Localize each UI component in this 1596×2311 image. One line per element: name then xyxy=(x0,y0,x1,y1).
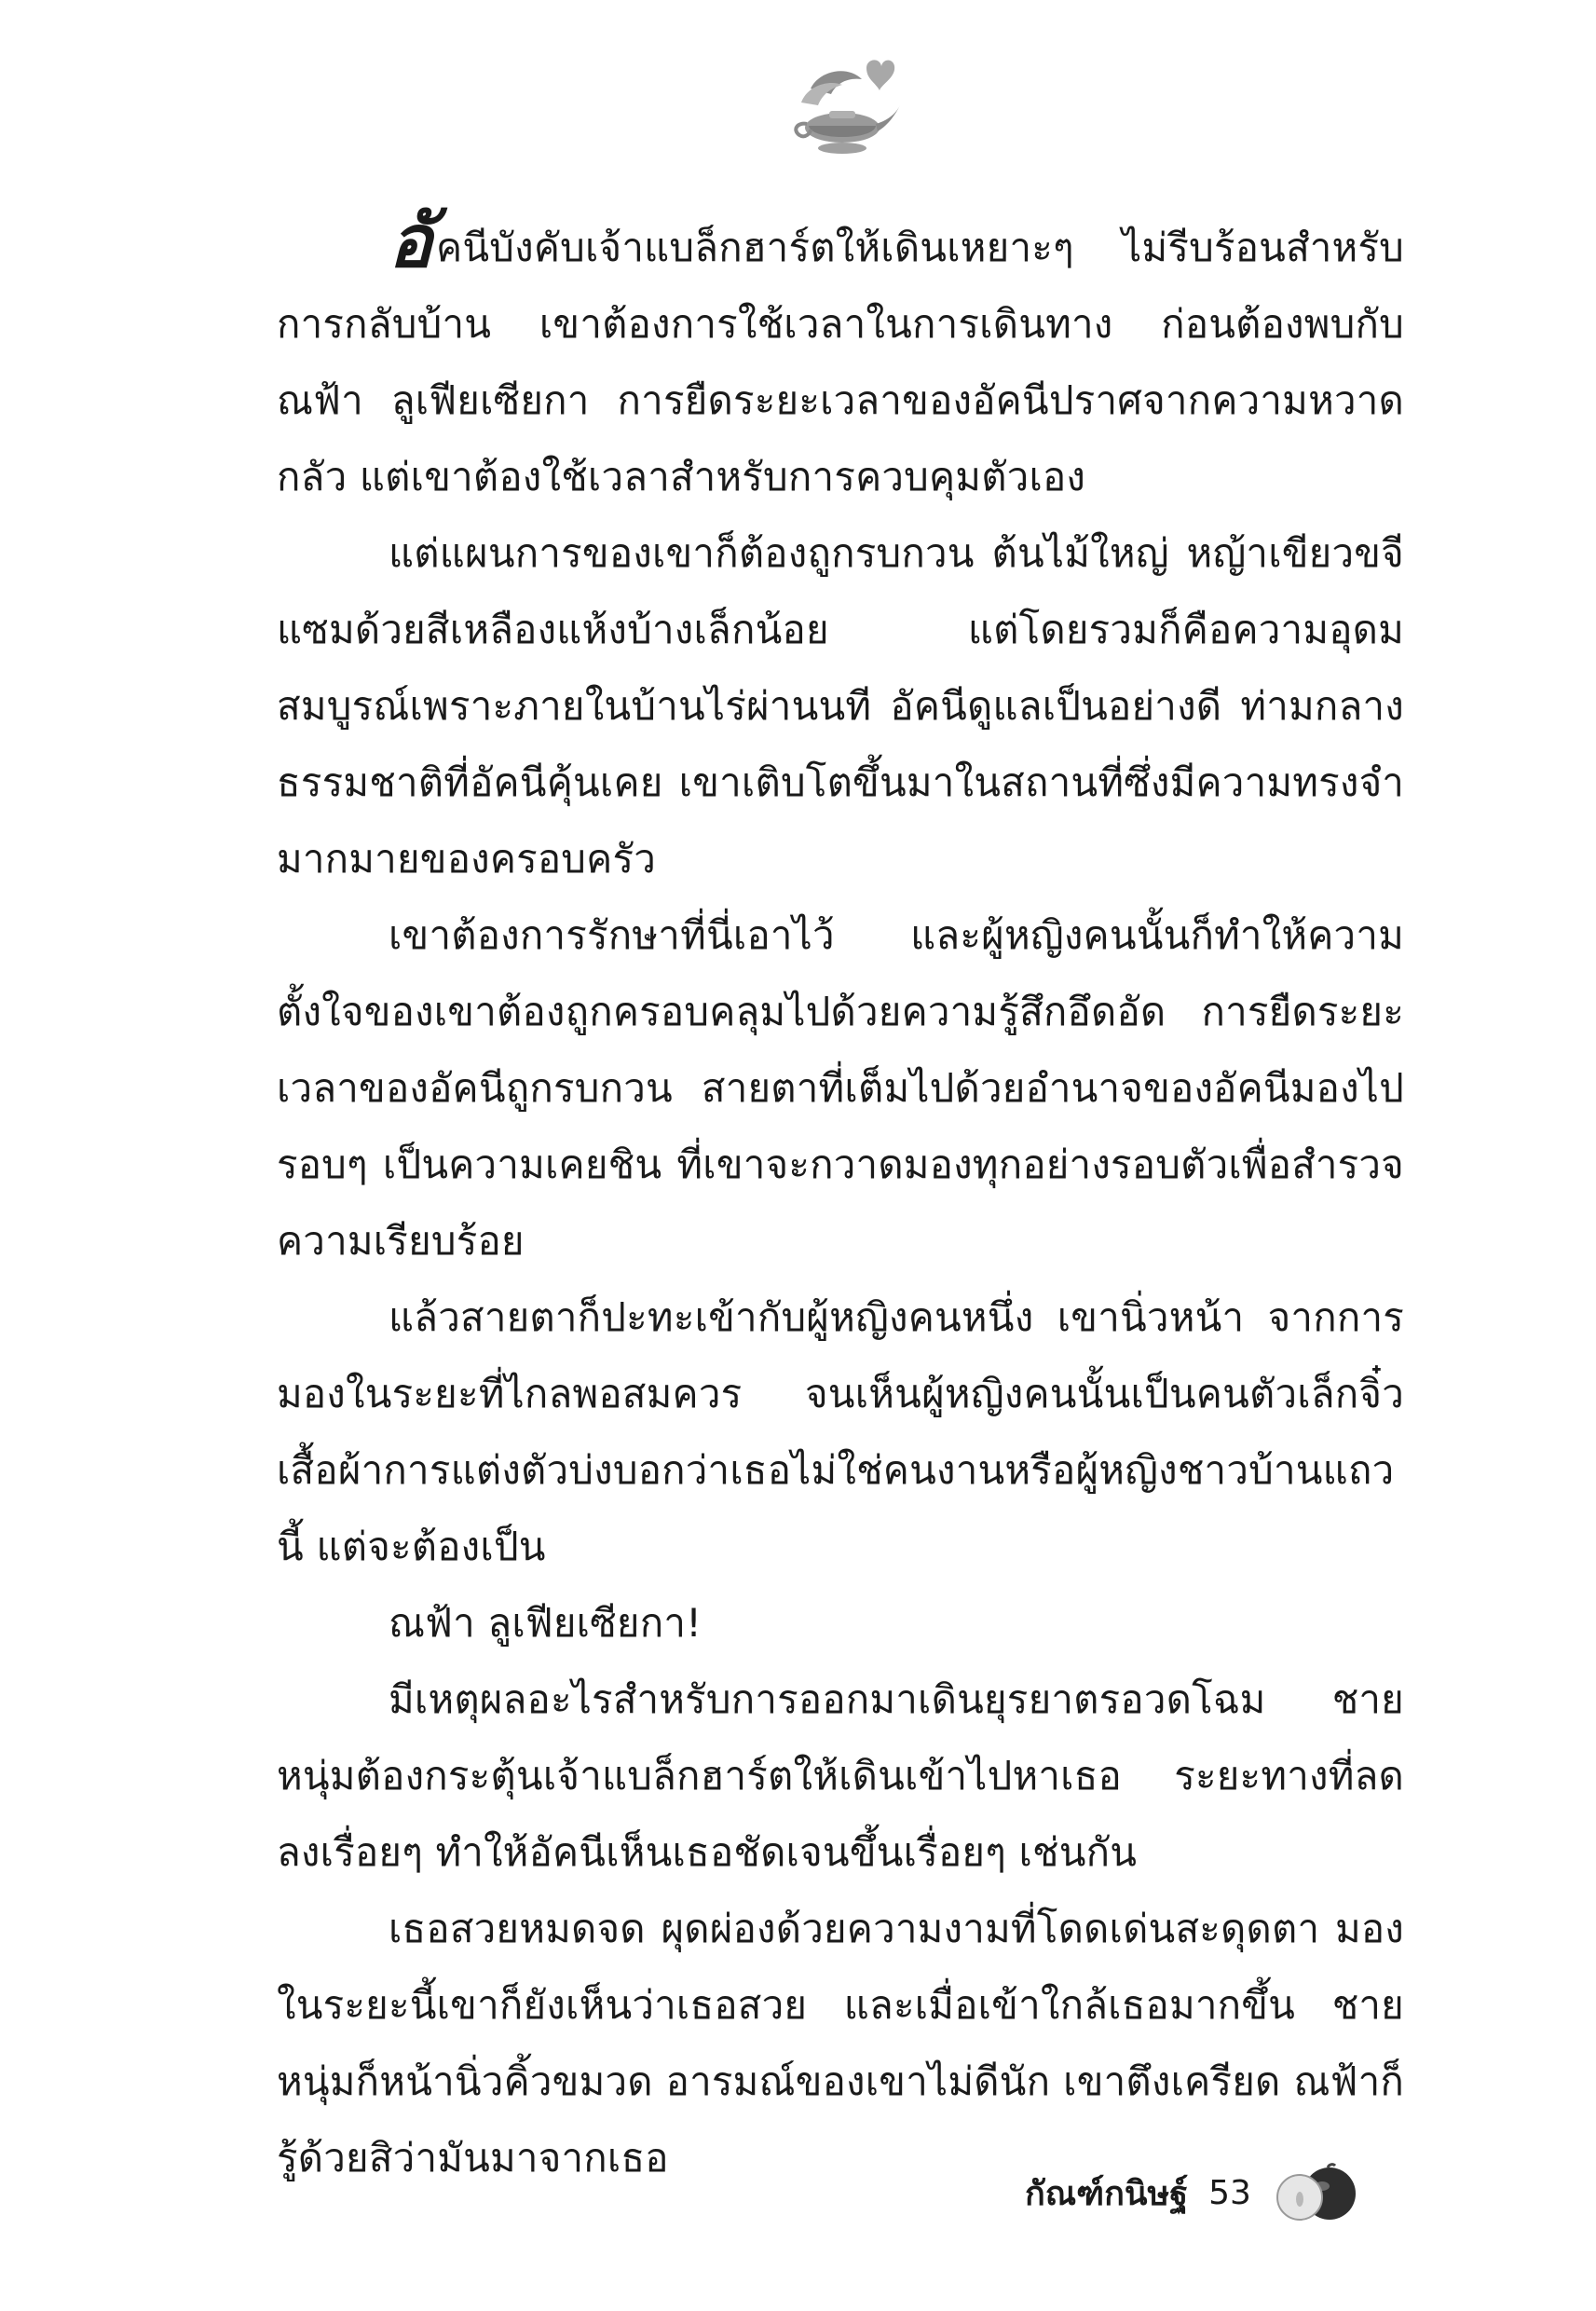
paragraph xyxy=(277,200,1404,515)
paragraph: แต่แผนการของเขาก็ต้องถูกรบกวน ต้นไม้ใหญ่ หญ้าเขียวขจีแซมด้วยสีเหลืองแห้งบ้างเล็กน้อย แต่โดยรวมก็คือความอุดมสมบูรณ์เพราะภายในบ้านไร่ผ่านนที อัคนีดูแลเป็นอย่างดี ท่ามกลางธรรมชาติที่อัคนีคุ้นเคย เขาเติบโตขึ้นมาในสถานที่ซึ่งมีความทรงจำมากมายของครอบครัว xyxy=(277,530,1404,882)
paragraph: เธอสวยหมดจด ผุดผ่องด้วยความงามที่โดดเด่นสะดุดตา มองในระยะนี้เขาก็ยังเห็นว่าเธอสวย และเมื่อเข้าใกล้เธอมากขึ้น ชายหนุ่มก็หน้านิ่วคิ้วขมวด อารมณ์ของเขาไม่ดีนัก เขาตึงเครียด ณฟ้าก็รู้ด้วยสิว่ามันมาจากเธอ xyxy=(277,1906,1404,2181)
drop-cap: อั xyxy=(389,200,433,284)
body-text xyxy=(277,200,1404,2196)
apple-icon xyxy=(1272,2162,1361,2223)
book-title: กัณฑ์กนิษฐ์ xyxy=(1025,2174,1189,2213)
paragraph: มีเหตุผลอะไรสำหรับการออกมาเดินยุรยาตรอวดโฉม ชายหนุ่มต้องกระตุ้นเจ้าแบล็กฮาร์ตให้เดินเข้าไปหาเธอ ระยะทางที่ลดลงเรื่อยๆ ทำให้อัคนีเห็นเธอชัดเจนขึ้นเรื่อยๆ เช่นกัน xyxy=(277,1676,1404,1875)
paragraph: แล้วสายตาก็ปะทะเข้ากับผู้หญิงคนหนึ่ง เขานิ่วหน้า จากการมองในระยะที่ไกลพอสมควร จนเห็นผู้หญิงคนนั้นเป็นคนตัวเล็กจิ๋ว เสื้อผ้าการแต่งตัวบ่งบอกว่าเธอไม่ใช่คนงานหรือผู้หญิงชาวบ้านแถวนี้ แต่จะต้องเป็น xyxy=(277,1294,1404,1569)
paragraph-text: คนีบังคับเจ้าแบล็กฮาร์ตให้เดินเหยาะๆ ไม่รีบร้อนสำหรับการกลับบ้าน เขาต้องการใช้เวลาในการเดินทาง ก่อนต้องพบกับ ณฟ้า ลูเฟียเซียกา การยืดระยะเวลาของอัคนีปราศจากความหวาดกลัว แต่เขาต้องใช้เวลาสำหรับการควบคุมตัวเอง xyxy=(277,225,1404,499)
page-footer xyxy=(1025,2160,1361,2225)
genie-lamp-icon xyxy=(773,51,904,163)
paragraph: เขาต้องการรักษาที่นี่เอาไว้ และผู้หญิงคนนั้นก็ทำให้ความตั้งใจของเขาต้องถูกครอบคลุมไปด้วยความรู้สึกอึดอัด การยืดระยะเวลาของอัคนีถูกรบกวน สายตาที่เต็มไปด้วยอำนาจของอัคนีมองไปรอบๆ เป็นความเคยชิน ที่เขาจะกวาดมองทุกอย่างรอบตัวเพื่อสำรวจความเรียบร้อย xyxy=(277,912,1404,1264)
paragraph: ณฟ้า ลูเฟียเซียกา! xyxy=(389,1600,703,1646)
page-number: 53 xyxy=(1208,2173,1251,2212)
